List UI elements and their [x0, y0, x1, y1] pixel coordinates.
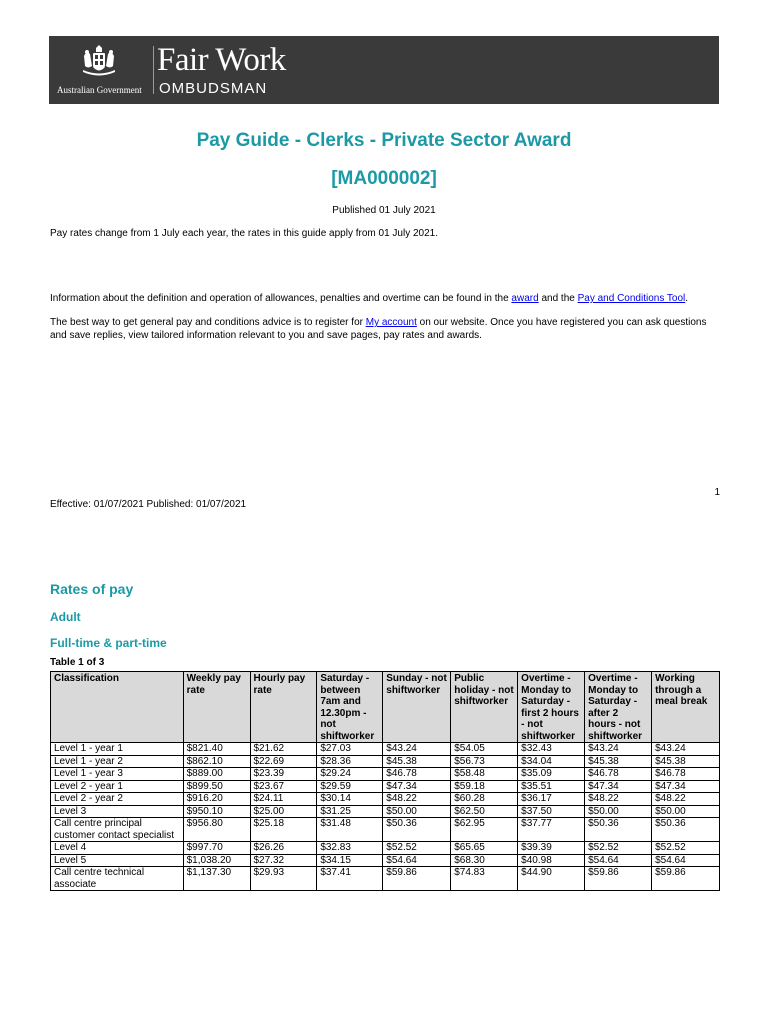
- rate-cell: $43.24: [383, 743, 451, 756]
- rate-cell: $889.00: [183, 768, 250, 781]
- rate-cell: $862.10: [183, 755, 250, 768]
- table-row: [51, 780, 720, 793]
- classification-cell: Level 1 - year 3: [51, 768, 184, 781]
- rate-cell: $68.30: [451, 854, 518, 867]
- table-row: [51, 842, 720, 855]
- rate-cell: $52.52: [652, 842, 720, 855]
- classification-cell: Call centre principal customer contact specialist: [51, 818, 184, 842]
- rate-cell: $37.50: [518, 805, 585, 818]
- rate-cell: $956.80: [183, 818, 250, 842]
- rate-cell: $45.38: [652, 755, 720, 768]
- table-row: [51, 854, 720, 867]
- award-code: [MA000002]: [331, 168, 437, 189]
- rate-cell: $50.00: [652, 805, 720, 818]
- rate-cell: $23.39: [250, 768, 317, 781]
- rate-cell: $54.64: [652, 854, 720, 867]
- coat-of-arms-icon: [79, 44, 119, 82]
- rate-cell: $46.78: [585, 768, 652, 781]
- table-body: [51, 743, 720, 891]
- award-link[interactable]: award: [511, 293, 539, 304]
- rate-cell: $48.22: [652, 793, 720, 806]
- rate-cell: $50.36: [585, 818, 652, 842]
- rate-cell: $21.62: [250, 743, 317, 756]
- rate-cell: $44.90: [518, 867, 585, 891]
- rate-cell: $45.38: [585, 755, 652, 768]
- fair-work-logo-subtitle: OMBUDSMAN: [159, 80, 268, 97]
- rate-cell: $31.25: [317, 805, 383, 818]
- advice-paragraph: [50, 316, 722, 342]
- rate-cell: $50.00: [383, 805, 451, 818]
- rate-cell: $997.70: [183, 842, 250, 855]
- effective-date: Effective: 01/07/2021 Published: 01/07/2021: [50, 499, 247, 510]
- table-row: [51, 768, 720, 781]
- table-row: [51, 755, 720, 768]
- rate-cell: $40.98: [518, 854, 585, 867]
- info-text-before: Information about the definition and operation of allowances, penalties and overtime can be found in the: [50, 293, 512, 304]
- rate-cell: $27.03: [317, 743, 383, 756]
- table-header-cell: Overtime - Monday to Saturday - first 2 hours - not shiftworker: [518, 672, 585, 743]
- document-title: Pay Guide - Clerks - Private Sector Award: [196, 130, 572, 151]
- classification-cell: Level 5: [51, 854, 184, 867]
- rate-cell: $950.10: [183, 805, 250, 818]
- rate-cell: $25.00: [250, 805, 317, 818]
- rate-cell: $45.38: [383, 755, 451, 768]
- rate-cell: $47.34: [652, 780, 720, 793]
- rate-cell: $56.73: [451, 755, 518, 768]
- table-header-cell: Public holiday - not shiftworker: [451, 672, 518, 743]
- rate-cell: $37.41: [317, 867, 383, 891]
- classification-cell: Level 2 - year 1: [51, 780, 184, 793]
- section-heading: Full-time & part-time: [50, 636, 167, 650]
- page-number: 1: [714, 487, 720, 498]
- rate-cell: $36.17: [518, 793, 585, 806]
- rate-cell: $46.78: [652, 768, 720, 781]
- rate-cell: $50.36: [383, 818, 451, 842]
- rate-cell: $821.40: [183, 743, 250, 756]
- table-row: [51, 805, 720, 818]
- rate-cell: $52.52: [383, 842, 451, 855]
- rate-cell: $48.22: [585, 793, 652, 806]
- table-row: [51, 743, 720, 756]
- classification-cell: Call centre technical associate: [51, 867, 184, 891]
- rate-cell: $50.00: [585, 805, 652, 818]
- table-header-cell: Sunday - not shiftworker: [383, 672, 451, 743]
- rate-cell: $43.24: [585, 743, 652, 756]
- rate-cell: $32.43: [518, 743, 585, 756]
- table-header-cell: Weekly pay rate: [183, 672, 250, 743]
- rate-cell: $54.64: [383, 854, 451, 867]
- table-row: [51, 818, 720, 842]
- table-caption: Table 1 of 3: [50, 657, 105, 668]
- banner-divider: [153, 46, 154, 94]
- rate-cell: $47.34: [585, 780, 652, 793]
- rate-cell: $31.48: [317, 818, 383, 842]
- rate-cell: $34.15: [317, 854, 383, 867]
- classification-cell: Level 3: [51, 805, 184, 818]
- adult-subheading: Adult: [50, 610, 81, 624]
- rate-cell: $62.95: [451, 818, 518, 842]
- rate-cell: $1,137.30: [183, 867, 250, 891]
- table-header-cell: Working through a meal break: [652, 672, 720, 743]
- my-account-link[interactable]: My account: [365, 317, 417, 328]
- rate-cell: $60.28: [451, 793, 518, 806]
- table-row: [51, 793, 720, 806]
- rate-cell: $47.34: [383, 780, 451, 793]
- info-paragraph: [50, 292, 722, 305]
- rate-cell: $52.52: [585, 842, 652, 855]
- table-row: [51, 867, 720, 891]
- info-text-middle: and the: [538, 293, 578, 304]
- classification-cell: Level 4: [51, 842, 184, 855]
- rate-cell: $23.67: [250, 780, 317, 793]
- rate-cell: $65.65: [451, 842, 518, 855]
- rate-cell: $48.22: [383, 793, 451, 806]
- rate-cell: $34.04: [518, 755, 585, 768]
- rate-cell: $1,038.20: [183, 854, 250, 867]
- table-header-cell: Overtime - Monday to Saturday - after 2 hours - not shiftworker: [585, 672, 652, 743]
- rate-cell: $27.32: [250, 854, 317, 867]
- classification-cell: Level 2 - year 2: [51, 793, 184, 806]
- rate-cell: $46.78: [383, 768, 451, 781]
- rate-cell: $54.05: [451, 743, 518, 756]
- rate-cell: $916.20: [183, 793, 250, 806]
- pay-conditions-tool-link[interactable]: Pay and Conditions Tool: [577, 293, 686, 304]
- government-label: Australian Government: [57, 85, 142, 95]
- info-text-after: .: [685, 293, 689, 304]
- table-header-cell: Hourly pay rate: [250, 672, 317, 743]
- rate-cell: $24.11: [250, 793, 317, 806]
- rate-cell: $26.26: [250, 842, 317, 855]
- rate-cell: $35.09: [518, 768, 585, 781]
- rate-cell: $37.77: [518, 818, 585, 842]
- table-header-row: [51, 672, 720, 743]
- rate-cell: $35.51: [518, 780, 585, 793]
- rate-cell: $29.93: [250, 867, 317, 891]
- rate-cell: $59.86: [652, 867, 720, 891]
- rate-cell: $59.86: [585, 867, 652, 891]
- rate-cell: $74.83: [451, 867, 518, 891]
- rate-cell: $58.48: [451, 768, 518, 781]
- rates-heading: Rates of pay: [50, 581, 134, 597]
- table-header-cell: Classification: [51, 672, 184, 743]
- pay-rates-table: [50, 671, 720, 891]
- rate-cell: $29.59: [317, 780, 383, 793]
- rate-cell: $62.50: [451, 805, 518, 818]
- rate-cell: $28.36: [317, 755, 383, 768]
- rate-cell: $59.86: [383, 867, 451, 891]
- fair-work-banner: [49, 36, 719, 104]
- advice-text-before: The best way to get general pay and conditions advice is to register for: [50, 317, 366, 328]
- fair-work-logo-title: Fair Work: [157, 42, 286, 78]
- rate-cell: $29.24: [317, 768, 383, 781]
- classification-cell: Level 1 - year 2: [51, 755, 184, 768]
- intro-paragraph: Pay rates change from 1 July each year, the rates in this guide apply from 01 July 2021.: [50, 228, 438, 239]
- table-header-cell: Saturday - between 7am and 12.30pm - not shiftworker: [317, 672, 383, 743]
- classification-cell: Level 1 - year 1: [51, 743, 184, 756]
- advice-text-after: on our website. Once you have registered you can ask questions and save replies, view tailored information relevant to you and save pages, pay rates and awards.: [50, 317, 707, 341]
- rate-cell: $39.39: [518, 842, 585, 855]
- rate-cell: $54.64: [585, 854, 652, 867]
- rate-cell: $59.18: [451, 780, 518, 793]
- published-date: Published 01 July 2021: [332, 205, 436, 216]
- rate-cell: $43.24: [652, 743, 720, 756]
- rate-cell: $899.50: [183, 780, 250, 793]
- rate-cell: $32.83: [317, 842, 383, 855]
- rate-cell: $50.36: [652, 818, 720, 842]
- rate-cell: $25.18: [250, 818, 317, 842]
- rate-cell: $30.14: [317, 793, 383, 806]
- rate-cell: $22.69: [250, 755, 317, 768]
